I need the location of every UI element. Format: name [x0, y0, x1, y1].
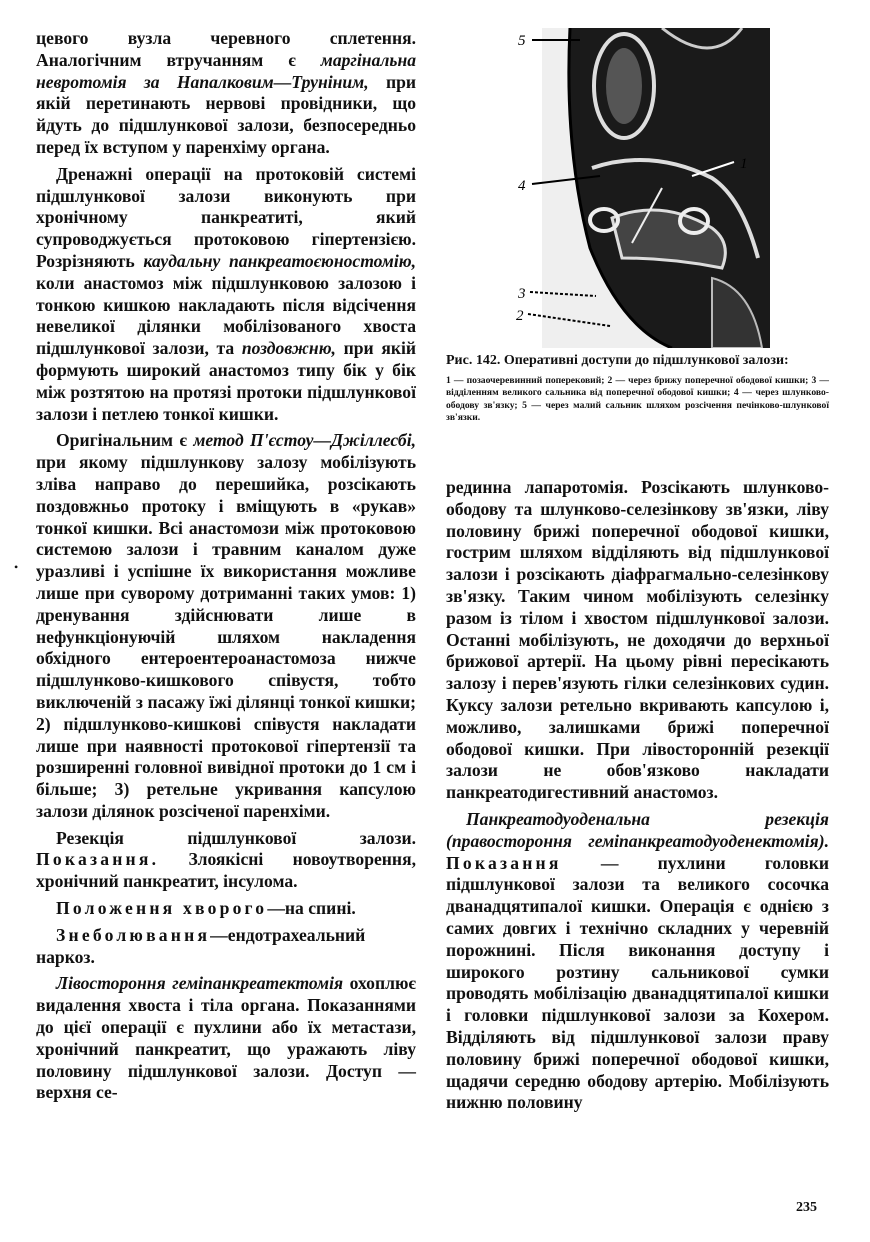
caption-title: Рис. 142. Оперативні доступи до підшлункової залози: [446, 353, 789, 368]
heading-resection: Резекція підшлункової залози. [56, 827, 416, 848]
caption-legend: 1 — позаочеревинний поперековий; 2 — через брижу поперечної ободової кишки; 3 — відділенням великого сальника від поперечної ободової кишки; 4 — через шлунково-ободову зв'язку; 5 — через малий сальник шляхом розсічення печінково-шлункової зв'язки. [446, 375, 829, 424]
paragraph-pancreatoduodenal-resection: Панкреатодуоденальна резекція (правостороння геміпанкреатодуоденектомія). Показання — пухлини головки підшлункової залози та великого сосочка дванадцятипалої кишки. Операція є однією з самих довгих і технічно складних у черевній порожнині. Після виконання доступу і широкого розтину сальникової сумки проводять мобілізацію дванадцятипалої кишки і головки підшлункової залози за Кохером. Відділяють від підшлункової залози праву половину брижі поперечної ободової кишки, щадячи середню ободову артерію. Мобілізують нижню половину [446, 808, 829, 1113]
figure-caption [446, 352, 829, 425]
right-column [446, 477, 829, 1114]
figure-label-3: 3 [518, 286, 526, 302]
paragraph-anesthesia: Знеболювання—ендотрахеальний наркоз. [36, 924, 366, 967]
paragraph-resection: Резекція підшлункової залози. Показання. Злоякісні новоутворення, хронічний панкреатит, інсулома. [36, 827, 416, 892]
paragraph-nerve-intervention: цевого вузла черевного сплетення. Аналогічним втручанням є маргінальна невротомія за Напалковим—Труніним, при якій перетинають нервові провідники, що йдуть до підшлункової залози, безпосередньо перед їх вступом у паренхіму органа. [36, 28, 417, 157]
figure-operative-access [512, 28, 770, 348]
stomach-inner [606, 48, 642, 124]
figure-label-5: 5 [518, 33, 526, 49]
heading-drainage: Дренажні операції на протоковій системі підшлункової залози [36, 163, 416, 206]
figure-label-2: 2 [516, 308, 524, 324]
paragraph-position: Положення хворого—на спині. [56, 898, 356, 919]
figure-label-4: 4 [518, 178, 526, 194]
paragraph-laparotomy: рединна лапаротомія. Розсікають шлунково-ободову та шлунково-селезінкову зв'язки, ліву половину брижі поперечної ободової кишки, гострим шляхом відділяють від підшлункової залози і розсікають діафрагмально-селезінкову зв'язку. Таким чином мобілізують селезінку разом із тілом і хвостом підшлункової залози. Останні мобілізують, не доходячи до верхньої брижової артерії. На цьому рівні пересікають залозу і перев'язують гілки селезінкових судин. Куксу залози ретельно вкривають капсулою і, можливо, залишками брижі поперечної ободової кишки. При лівосторонній резекції залози не обов'язково накладати панкреатодигестивний анастомоз. [446, 477, 829, 803]
paragraph-left-hemipancreatectomy: Лівостороння геміпанкреатектомія охоплює видалення хвоста і тіла органа. Показаннями до цієї операції є пухлини або їх метастази, хронічний панкреатит, що уражають ліву половину підшлункової залози. Доступ — верхня се- [36, 973, 416, 1103]
paragraph-puestow-method: Оригінальним є метод П'єстоу—Джіллесбі, при якому підшлункову залозу мобілізують зліва направо до перешийка, розсікають поздовжньо протоку і вміщують в «рукав» тонкої кишки. Всі анастомози між протоковою системою залози і травним каналом дуже уразливі і успішне їх використання можливе лише при суворому дотриманні таких умов: 1) дренування здійснювати лише в нефункціонуючій шляхом накладення обхідного ентероентероанастомоза нижче підшлунково-кишкового співустя, тобто виключеній з пасажу їжі ділянці тонкої кишки; 2) підшлунково-кишкові співустя накладати лише при наявності протокової гіпертензії та розширенні головної вивідної протоки до 1 см і більше; 3) ретельне укривання капсулою залози ділянок розсіченої паренхіми. [36, 430, 416, 821]
margin-dot: • [14, 560, 19, 574]
paragraph-drainage-operations: Дренажні операції на протоковій системі підшлункової залози виконують при хронічному панкреатиті, який супроводжується протоковою гіпертензією. Розрізняють каудальну панкреатоєюностомію, коли анастомоз між підшлунковою залозою і тонкою кишкою накладають після відсічення невеликої ділянки мобілізованого хвоста підшлункової залози, та поздовжню, при якій формують широкий анастомоз типу бік у бік між розтятою на протязі протоки підшлункової залози і петлею тонкої кишки. [36, 163, 416, 424]
page-number: 235 [796, 1200, 817, 1215]
left-column [36, 28, 416, 1104]
figure-label-1: 1 [740, 156, 748, 172]
